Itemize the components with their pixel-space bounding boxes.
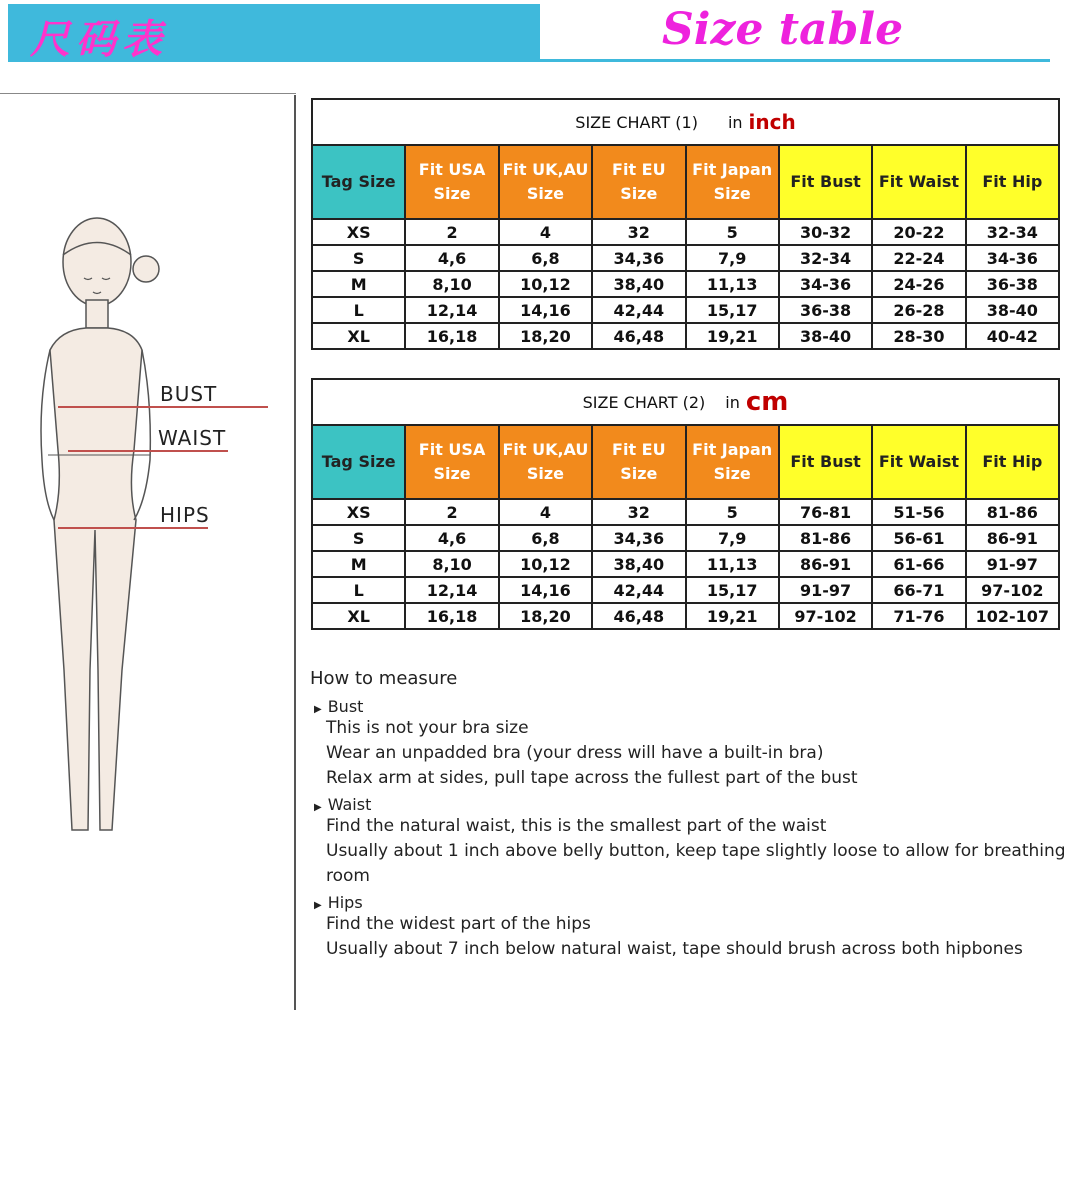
table-row — [312, 219, 1059, 245]
table-cell: 26-28 — [872, 297, 965, 323]
table-cell: 2 — [405, 219, 498, 245]
table-cell: S — [312, 525, 405, 551]
table-cell: 16,18 — [405, 603, 498, 629]
table-cell: 5 — [686, 219, 779, 245]
table-cell: 36-38 — [779, 297, 872, 323]
table-cell: 11,13 — [686, 271, 779, 297]
chart-unit: inch — [748, 110, 796, 134]
how-to-measure — [310, 668, 1072, 962]
table-cell: 86-91 — [966, 525, 1059, 551]
table-cell: 81-86 — [779, 525, 872, 551]
table-cell: 22-24 — [872, 245, 965, 271]
table-row — [312, 245, 1059, 271]
chart-title-bar — [311, 98, 1060, 144]
table-cell: L — [312, 577, 405, 603]
instruction-line: Find the natural waist, this is the smallest part of the waist — [326, 816, 827, 836]
how-to-heading: How to measure — [310, 668, 458, 689]
table-cell: 15,17 — [686, 577, 779, 603]
column-header: Fit EU Size — [592, 145, 685, 219]
table-row — [312, 499, 1059, 525]
table-cell: 38-40 — [779, 323, 872, 349]
table-cell: 32-34 — [966, 219, 1059, 245]
table-row — [312, 551, 1059, 577]
instruction-line: This is not your bra size — [326, 718, 529, 738]
table-cell: 32-34 — [779, 245, 872, 271]
column-header: Fit Hip — [966, 145, 1059, 219]
table-cell: 66-71 — [872, 577, 965, 603]
table-row — [312, 603, 1059, 629]
section-title — [314, 697, 1072, 716]
chart-title-bar — [311, 378, 1060, 424]
table-cell: 34,36 — [592, 245, 685, 271]
chart-title: SIZE CHART (2) — [582, 392, 706, 412]
size-chart-cm — [311, 378, 1060, 630]
table-cell: L — [312, 297, 405, 323]
bust-pointer-line — [58, 406, 268, 408]
table-cell: 46,48 — [592, 603, 685, 629]
column-header: Fit Hip — [966, 425, 1059, 499]
table-cell: 6,8 — [499, 525, 592, 551]
chart-unit: cm — [745, 387, 789, 417]
instruction-line: Relax arm at sides, pull tape across the fullest part of the bust — [326, 768, 858, 788]
table-cell: 38,40 — [592, 271, 685, 297]
table-cell: 4 — [499, 219, 592, 245]
table-row — [312, 525, 1059, 551]
section-name: Bust — [327, 697, 364, 716]
table-cell: XL — [312, 603, 405, 629]
table-cell: 18,20 — [499, 603, 592, 629]
header — [0, 0, 1072, 70]
bullet-triangle-icon: ▶ — [314, 704, 322, 715]
label-bust: BUST — [160, 382, 218, 406]
table-cell: 10,12 — [499, 551, 592, 577]
column-header: Fit Waist — [872, 145, 965, 219]
head — [63, 218, 131, 306]
instruction-line: Wear an unpadded bra (your dress will have a built-in bra) — [326, 743, 824, 763]
table-cell: 97-102 — [966, 577, 1059, 603]
table-cell: 61-66 — [872, 551, 965, 577]
table-cell: 6,8 — [499, 245, 592, 271]
table-cell: 14,16 — [499, 577, 592, 603]
table-cell: XL — [312, 323, 405, 349]
table-cell: 15,17 — [686, 297, 779, 323]
table-cell: 91-97 — [966, 551, 1059, 577]
table-cell: M — [312, 271, 405, 297]
label-hips: HIPS — [160, 503, 210, 527]
table-cell: 34,36 — [592, 525, 685, 551]
waist-pointer-line — [68, 450, 228, 452]
column-header: Fit Bust — [779, 425, 872, 499]
table-cell: S — [312, 245, 405, 271]
bullet-triangle-icon: ▶ — [314, 802, 322, 813]
table-header-row — [312, 425, 1059, 499]
how-to-sections — [310, 697, 1072, 962]
table-cell: 97-102 — [779, 603, 872, 629]
table-row — [312, 271, 1059, 297]
column-header: Fit UK,AU Size — [499, 145, 592, 219]
table-cell: 19,21 — [686, 323, 779, 349]
left-panel-top-border — [0, 93, 296, 94]
table-cell: 30-32 — [779, 219, 872, 245]
instruction-line: Find the widest part of the hips — [326, 914, 591, 934]
table-cell: 81-86 — [966, 499, 1059, 525]
table-row — [312, 323, 1059, 349]
table-cell: 34-36 — [779, 271, 872, 297]
column-header: Fit Waist — [872, 425, 965, 499]
table-cell: 12,14 — [405, 297, 498, 323]
table-cell: 102-107 — [966, 603, 1059, 629]
table-cell: 16,18 — [405, 323, 498, 349]
table-cell: 91-97 — [779, 577, 872, 603]
neck — [86, 300, 108, 328]
table-cell: XS — [312, 499, 405, 525]
table-cell: 7,9 — [686, 525, 779, 551]
table-cell: 10,12 — [499, 271, 592, 297]
table-cell: 11,13 — [686, 551, 779, 577]
table-cell: 7,9 — [686, 245, 779, 271]
column-header: Fit Japan Size — [686, 145, 779, 219]
table-cell: 34-36 — [966, 245, 1059, 271]
table-cell: 56-61 — [872, 525, 965, 551]
column-header: Tag Size — [312, 425, 405, 499]
panel-divider — [294, 95, 296, 1010]
table-cell: 40-42 — [966, 323, 1059, 349]
instruction-line: Usually about 7 inch below natural waist, tape should brush across both hipbones — [326, 939, 1023, 959]
table-cell: 4,6 — [405, 525, 498, 551]
table-cell: 86-91 — [779, 551, 872, 577]
table-cell: 4,6 — [405, 245, 498, 271]
table-cell: 14,16 — [499, 297, 592, 323]
table-cell: 32 — [592, 219, 685, 245]
section-title — [314, 893, 1072, 912]
chart-unit-prefix: in — [725, 392, 740, 412]
body-figure-illustration — [0, 200, 290, 850]
table-cell: 5 — [686, 499, 779, 525]
table-cell: XS — [312, 219, 405, 245]
table-cell: 36-38 — [966, 271, 1059, 297]
column-header: Fit USA Size — [405, 425, 498, 499]
column-header: Fit UK,AU Size — [499, 425, 592, 499]
header-title-english: Size table — [662, 4, 904, 55]
table-cell: 8,10 — [405, 551, 498, 577]
table-cell: 24-26 — [872, 271, 965, 297]
table-cell: 12,14 — [405, 577, 498, 603]
header-title-chinese: 尺码表 — [30, 16, 168, 63]
column-header: Fit Japan Size — [686, 425, 779, 499]
table-cell: 19,21 — [686, 603, 779, 629]
table-cell: 76-81 — [779, 499, 872, 525]
column-header: Tag Size — [312, 145, 405, 219]
instruction-line: Usually about 1 inch above belly button, keep tape slightly loose to allow for breathing room — [326, 841, 1066, 886]
hair-bun — [133, 256, 159, 282]
table-cell: 18,20 — [499, 323, 592, 349]
table-cell: 42,44 — [592, 297, 685, 323]
table-cell: 51-56 — [872, 499, 965, 525]
table-cell: 32 — [592, 499, 685, 525]
table-cell: 4 — [499, 499, 592, 525]
table-cell: 38,40 — [592, 551, 685, 577]
hips-pointer-line — [58, 527, 208, 529]
column-header: Fit Bust — [779, 145, 872, 219]
section-name: Hips — [327, 893, 363, 912]
table-cell: 8,10 — [405, 271, 498, 297]
header-underline — [540, 59, 1050, 62]
chart-title: SIZE CHART (1) — [575, 112, 698, 132]
table-row — [312, 297, 1059, 323]
chart-unit-prefix: in — [727, 112, 743, 132]
label-waist: WAIST — [158, 426, 227, 450]
table-cell: 71-76 — [872, 603, 965, 629]
table-cell: 42,44 — [592, 577, 685, 603]
section-title — [314, 795, 1072, 814]
table-cell: 2 — [405, 499, 498, 525]
table-cell: 38-40 — [966, 297, 1059, 323]
table-cell: M — [312, 551, 405, 577]
bullet-triangle-icon: ▶ — [314, 900, 322, 911]
table-row — [312, 577, 1059, 603]
table-header-row — [312, 145, 1059, 219]
table-cell: 28-30 — [872, 323, 965, 349]
column-header: Fit EU Size — [592, 425, 685, 499]
size-chart-inch — [311, 98, 1060, 350]
size-table-cm — [311, 424, 1060, 630]
section-name: Waist — [327, 795, 372, 814]
table-cell: 46,48 — [592, 323, 685, 349]
size-table-inch — [311, 144, 1060, 350]
torso-and-legs — [50, 328, 142, 830]
column-header: Fit USA Size — [405, 145, 498, 219]
table-cell: 20-22 — [872, 219, 965, 245]
